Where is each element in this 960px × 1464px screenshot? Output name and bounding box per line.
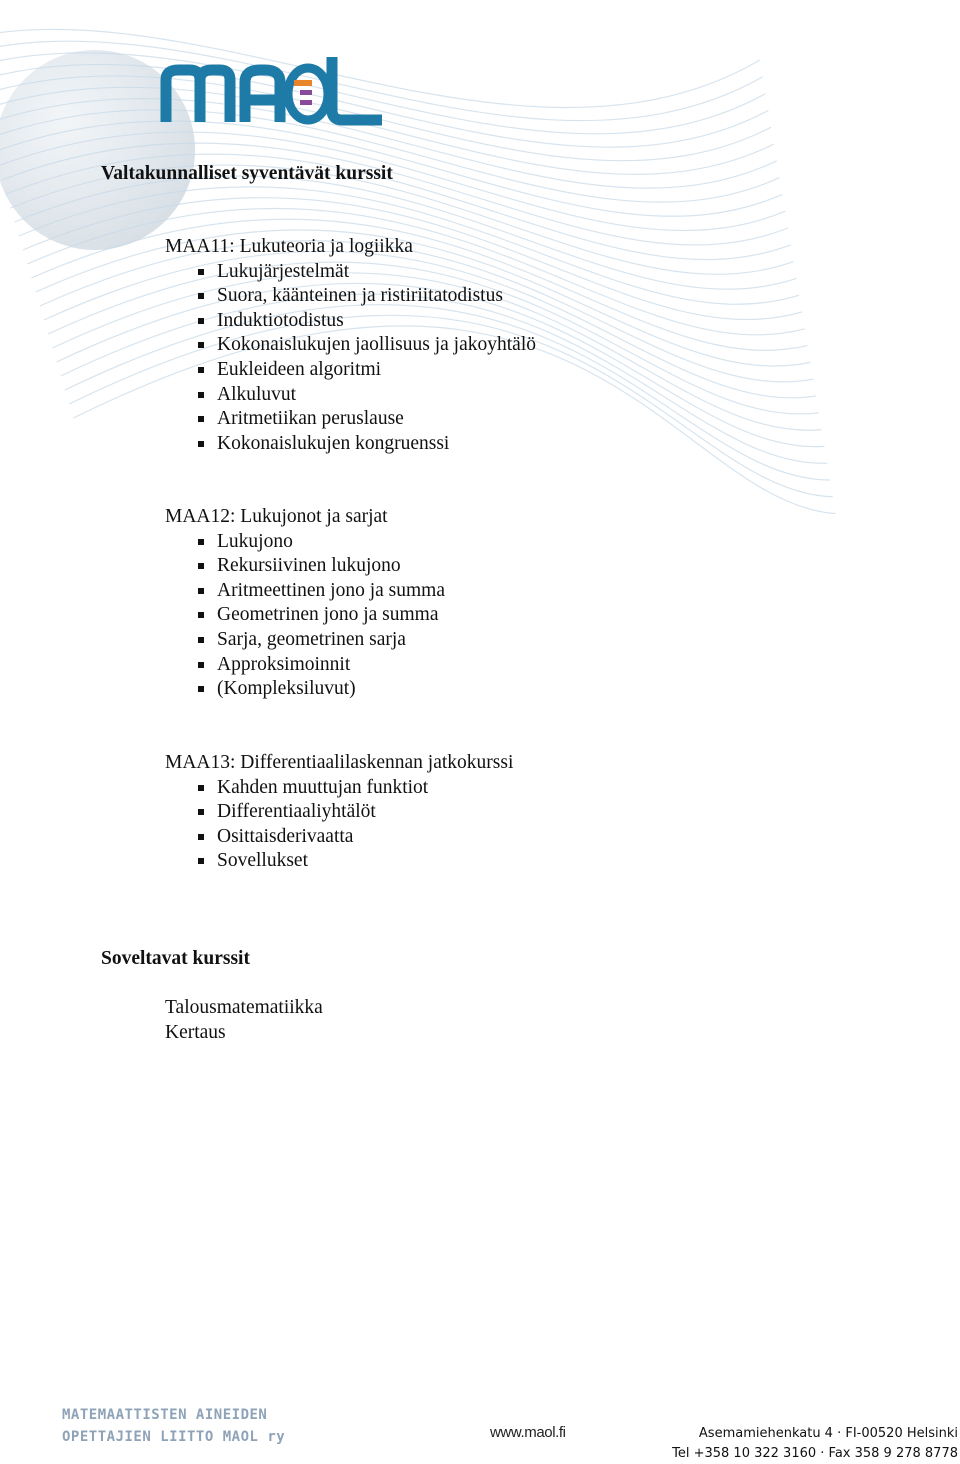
course-title: MAA12: Lukujonot ja sarjat bbox=[165, 506, 388, 527]
topic-text: Rekursiivinen lukujono bbox=[217, 555, 401, 577]
bullet-icon bbox=[198, 686, 204, 692]
topic-list bbox=[165, 260, 865, 457]
bullet-icon bbox=[198, 563, 204, 569]
course-title: MAA13: Differentiaalilaskennan jatkokurssi bbox=[165, 752, 514, 773]
list-item bbox=[165, 579, 865, 604]
topic-text: Sovellukset bbox=[217, 850, 308, 872]
topic-text: Aritmetiikan peruslause bbox=[217, 408, 404, 430]
list-item bbox=[165, 628, 865, 653]
phone-fax-line: Tel +358 10 322 3160 · Fax 358 9 278 8778 bbox=[672, 1446, 958, 1461]
applied-course-item: Talousmatematiikka bbox=[165, 997, 323, 1018]
topic-text: Suora, käänteinen ja ristiriitatodistus bbox=[217, 285, 503, 307]
list-item bbox=[165, 554, 865, 579]
list-item bbox=[165, 800, 865, 825]
topic-text: Approksimoinnit bbox=[217, 653, 351, 675]
applied-course-item: Kertaus bbox=[165, 1021, 226, 1043]
bullet-icon bbox=[198, 539, 204, 545]
topic-text: Differentiaaliyhtälöt bbox=[217, 801, 376, 823]
bullet-icon bbox=[198, 858, 204, 864]
topic-text: Sarja, geometrinen sarja bbox=[217, 628, 406, 650]
topic-text: Geometrinen jono ja summa bbox=[217, 604, 439, 626]
bullet-icon bbox=[198, 441, 204, 447]
bullet-icon bbox=[198, 342, 204, 348]
topic-text: Kokonaislukujen kongruenssi bbox=[217, 432, 450, 454]
list-item bbox=[165, 284, 865, 309]
association-line-1: MATEMAATTISTEN AINEIDEN bbox=[62, 1407, 268, 1423]
topic-text: Lukujono bbox=[217, 530, 293, 552]
list-item bbox=[165, 407, 865, 432]
bullet-icon bbox=[198, 662, 204, 668]
association-line-2: OPETTAJIEN LIITTO MAOL ry bbox=[62, 1429, 286, 1445]
bullet-icon bbox=[198, 834, 204, 840]
list-item bbox=[165, 260, 865, 285]
bullet-icon bbox=[198, 809, 204, 815]
topic-text: Kahden muuttujan funktiot bbox=[217, 776, 429, 798]
topic-text: Induktiotodistus bbox=[217, 309, 344, 331]
list-item bbox=[165, 333, 865, 358]
course-title: MAA11: Lukuteoria ja logiikka bbox=[165, 236, 413, 257]
list-item bbox=[165, 825, 865, 850]
national-section-title: Valtakunnalliset syventävät kurssit bbox=[101, 163, 393, 184]
list-item bbox=[165, 309, 865, 334]
bullet-icon bbox=[198, 416, 204, 422]
list-item bbox=[165, 432, 865, 457]
bullet-icon bbox=[198, 637, 204, 643]
topic-text: Osittaisderivaatta bbox=[217, 825, 354, 847]
list-item bbox=[165, 603, 865, 628]
applied-section-title: Soveltavat kurssit bbox=[101, 948, 250, 969]
bullet-icon bbox=[198, 293, 204, 299]
list-item bbox=[165, 530, 865, 555]
bullet-icon bbox=[198, 269, 204, 275]
bullet-icon bbox=[198, 612, 204, 618]
topic-text: Lukujärjestelmät bbox=[217, 260, 350, 282]
topic-text: Eukleideen algoritmi bbox=[217, 358, 382, 380]
bullet-icon bbox=[198, 318, 204, 324]
applied-course-list bbox=[165, 996, 865, 1045]
list-item bbox=[165, 677, 865, 702]
bullet-icon bbox=[198, 588, 204, 594]
topic-list bbox=[165, 530, 865, 702]
topic-text: (Kompleksiluvut) bbox=[217, 678, 356, 700]
list-item bbox=[165, 383, 865, 408]
logo-text: MAOL bbox=[160, 52, 163, 53]
topic-list bbox=[165, 776, 865, 874]
list-item bbox=[165, 776, 865, 801]
address-line: Asemamiehenkatu 4 · FI-00520 Helsinki bbox=[698, 1426, 958, 1441]
topic-text: Aritmeettinen jono ja summa bbox=[217, 579, 445, 601]
topic-text: Alkuluvut bbox=[217, 383, 297, 405]
bullet-icon bbox=[198, 785, 204, 791]
bullet-icon bbox=[198, 367, 204, 373]
bullet-icon bbox=[198, 392, 204, 398]
list-item bbox=[165, 849, 865, 874]
list-item bbox=[165, 358, 865, 383]
course-block-maa11 bbox=[165, 235, 865, 456]
website-link[interactable]: www.maol.fi bbox=[490, 1424, 566, 1441]
topic-text: Kokonaislukujen jaollisuus ja jakoyhtälö bbox=[217, 334, 536, 356]
course-block-maa13 bbox=[165, 751, 865, 874]
list-item bbox=[165, 653, 865, 678]
course-block-maa12 bbox=[165, 505, 865, 702]
